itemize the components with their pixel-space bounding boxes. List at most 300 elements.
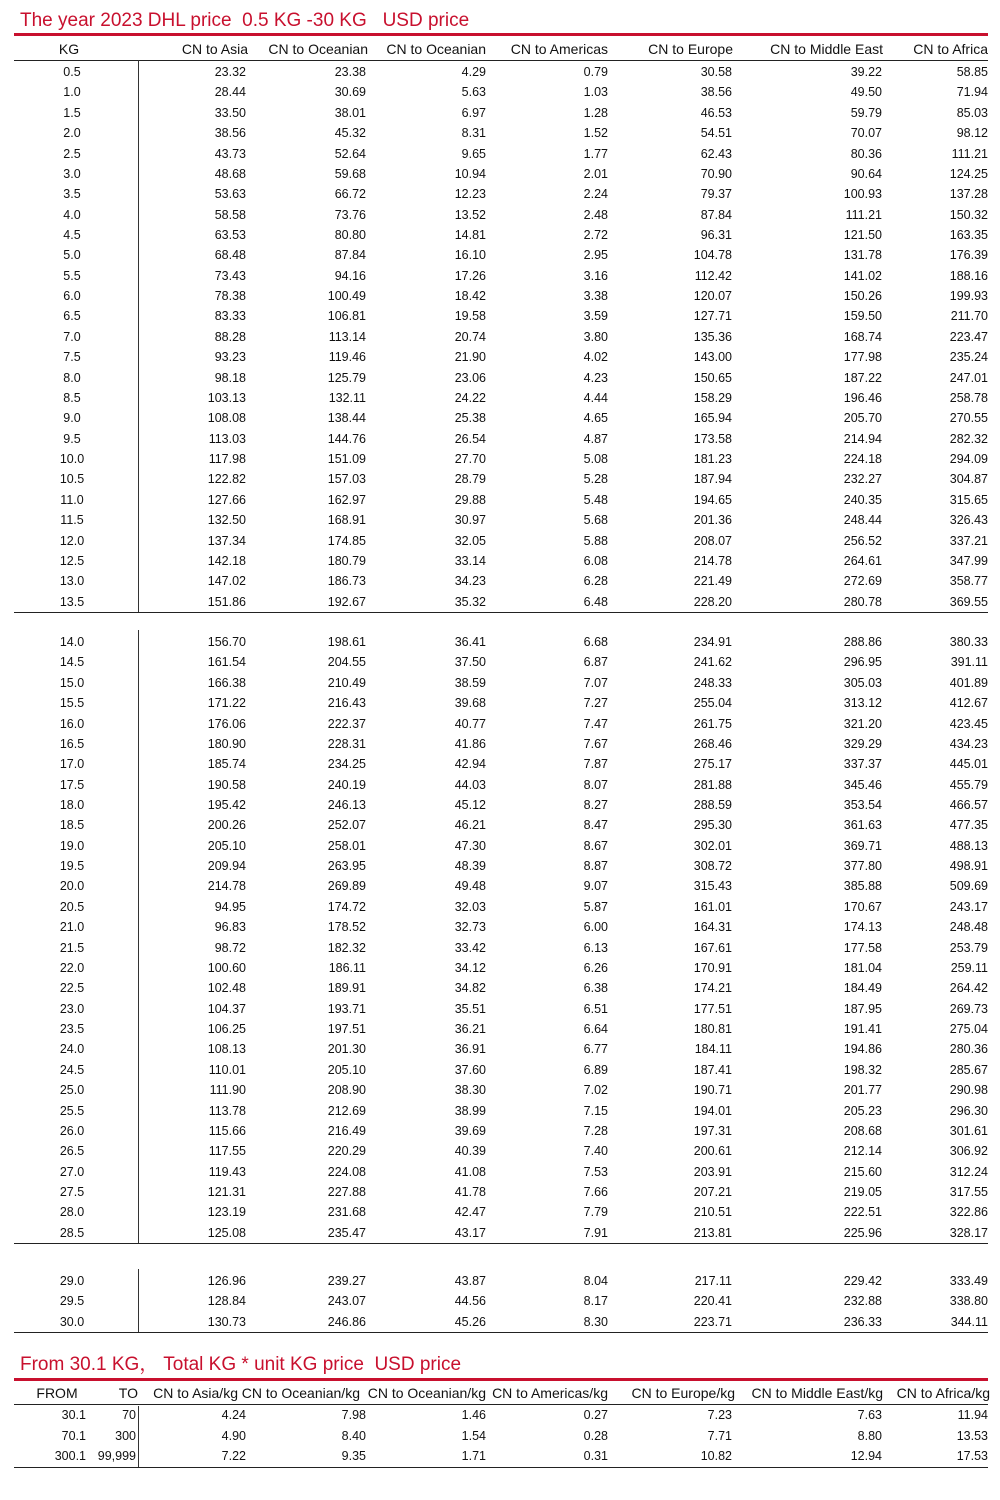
price-cell: 246.13 xyxy=(327,798,366,812)
price-cell: 231.68 xyxy=(327,1205,366,1220)
weight-cell: 18.5 xyxy=(59,818,85,833)
table2-title: From 30.1 KG， Total KG * unit KG price USD price xyxy=(20,1354,462,1375)
price-cell: 177.98 xyxy=(843,350,882,365)
price-cell: 7.79 xyxy=(583,1205,608,1220)
price-cell: 4.65 xyxy=(583,411,608,426)
price-cell: 353.54 xyxy=(843,798,882,812)
price-cell: 150.65 xyxy=(693,370,732,385)
price-cell: 144.76 xyxy=(327,431,366,446)
price-cell: 302.01 xyxy=(693,838,732,853)
price-cell: 73.76 xyxy=(334,207,366,222)
weight-cell: 19.5 xyxy=(59,859,85,874)
price-cell: 3.59 xyxy=(583,309,608,324)
price-cell: 391.11 xyxy=(950,655,988,670)
price-cell: 234.25 xyxy=(327,757,366,772)
weight-cell: 29.5 xyxy=(59,1294,85,1309)
price-cell: 161.01 xyxy=(693,899,732,914)
price-cell: 221.49 xyxy=(693,574,732,589)
price-cell: 252.07 xyxy=(327,818,366,833)
price-cell: 248.48 xyxy=(949,920,988,935)
price-cell: 8.07 xyxy=(583,777,608,792)
price-cell: 30.69 xyxy=(334,85,366,100)
price-cell: 196.46 xyxy=(843,390,882,405)
price-cell: 194.86 xyxy=(843,1042,882,1057)
price-cell: 30.97 xyxy=(454,513,486,528)
price-cell: 296.95 xyxy=(843,655,882,670)
price-cell: 150.32 xyxy=(949,207,988,222)
price-cell: 1.52 xyxy=(583,126,608,141)
price-cell: 111.90 xyxy=(209,1083,246,1098)
price-cell: 194.01 xyxy=(693,1103,732,1118)
unit-price-cell: 1.46 xyxy=(461,1408,486,1422)
price-cell: 255.04 xyxy=(693,696,732,711)
price-cell: 87.84 xyxy=(334,248,366,263)
unit-price-cell: 7.23 xyxy=(707,1408,732,1422)
table2-title-rule xyxy=(14,1378,988,1381)
price-cell: 208.07 xyxy=(693,533,732,548)
unit-price-cell: 9.35 xyxy=(341,1449,366,1463)
price-cell: 412.67 xyxy=(949,696,988,711)
weight-cell: 4.5 xyxy=(63,228,81,242)
price-cell: 4.44 xyxy=(583,390,608,405)
price-cell: 100.93 xyxy=(843,187,882,202)
price-cell: 194.65 xyxy=(693,492,732,507)
price-cell: 131.78 xyxy=(843,248,882,263)
price-cell: 174.85 xyxy=(327,533,366,548)
price-cell: 8.67 xyxy=(583,838,608,853)
price-cell: 37.60 xyxy=(454,1062,486,1077)
price-cell: 8.30 xyxy=(583,1314,608,1329)
price-cell: 5.28 xyxy=(583,472,608,487)
price-cell: 14.81 xyxy=(454,228,486,242)
weight-cell: 28.5 xyxy=(59,1225,85,1240)
price-cell: 6.38 xyxy=(583,981,608,996)
price-cell: 39.69 xyxy=(454,1123,486,1138)
price-cell: 212.69 xyxy=(327,1103,366,1118)
price-cell: 42.94 xyxy=(454,757,486,772)
weight-cell: 19.0 xyxy=(59,838,85,853)
price-cell: 2.24 xyxy=(583,187,608,202)
price-cell: 117.98 xyxy=(208,452,246,466)
table1-header: CN to Oceanian xyxy=(386,41,486,57)
price-cell: 180.81 xyxy=(693,1022,732,1036)
price-cell: 12.23 xyxy=(454,187,486,202)
price-cell: 248.44 xyxy=(843,513,882,528)
weight-cell: 27.5 xyxy=(59,1185,85,1199)
table2-header: CN to Americas/kg xyxy=(492,1385,608,1401)
price-cell: 43.87 xyxy=(454,1274,486,1288)
price-cell: 27.70 xyxy=(454,452,486,466)
price-cell: 33.14 xyxy=(454,553,486,568)
price-cell: 9.07 xyxy=(583,879,608,894)
table1-header: CN to Africa xyxy=(913,41,988,57)
price-cell: 28.44 xyxy=(214,85,246,100)
price-cell: 222.37 xyxy=(327,716,366,731)
price-cell: 7.07 xyxy=(583,675,608,690)
price-cell: 49.48 xyxy=(454,879,486,894)
price-cell: 210.51 xyxy=(693,1205,732,1220)
price-cell: 5.08 xyxy=(583,452,608,466)
price-cell: 201.77 xyxy=(843,1083,882,1098)
price-cell: 295.30 xyxy=(693,818,732,833)
weight-cell: 26.0 xyxy=(59,1123,85,1138)
unit-price-cell: 0.28 xyxy=(583,1428,608,1443)
price-cell: 288.86 xyxy=(843,635,882,649)
price-cell: 137.28 xyxy=(949,187,988,202)
price-cell: 7.40 xyxy=(583,1144,608,1159)
price-cell: 38.56 xyxy=(700,85,732,100)
price-cell: 208.90 xyxy=(327,1083,366,1098)
table2-header: CN to Oceanian/kg xyxy=(367,1385,486,1401)
price-cell: 329.29 xyxy=(843,736,882,751)
price-cell: 205.10 xyxy=(327,1062,366,1077)
range-cell: 70.1 xyxy=(61,1428,86,1443)
range-cell: 30.1 xyxy=(61,1408,86,1422)
price-cell: 280.36 xyxy=(949,1042,988,1057)
table1-header: CN to Oceanian xyxy=(268,41,368,57)
price-cell: 44.56 xyxy=(454,1294,486,1309)
weight-cell: 17.0 xyxy=(59,757,85,772)
price-cell: 207.21 xyxy=(693,1185,732,1199)
price-cell: 315.65 xyxy=(949,492,988,507)
price-cell: 369.71 xyxy=(843,838,882,853)
weight-cell: 16.5 xyxy=(59,736,85,751)
price-cell: 126.96 xyxy=(207,1274,246,1288)
price-cell: 212.14 xyxy=(843,1144,882,1159)
weight-cell: 29.0 xyxy=(59,1274,85,1288)
price-cell: 477.35 xyxy=(949,818,988,833)
price-cell: 58.58 xyxy=(214,207,246,222)
weight-cell: 4.0 xyxy=(63,207,81,222)
price-cell: 167.61 xyxy=(693,940,732,955)
price-cell: 48.39 xyxy=(454,859,486,874)
price-cell: 151.09 xyxy=(327,452,366,466)
price-cell: 337.37 xyxy=(843,757,882,772)
price-cell: 193.71 xyxy=(327,1001,366,1016)
price-cell: 173.58 xyxy=(693,431,732,446)
price-cell: 385.88 xyxy=(843,879,882,894)
price-cell: 198.32 xyxy=(843,1062,882,1077)
price-cell: 171.22 xyxy=(207,696,246,711)
price-cell: 37.50 xyxy=(454,655,486,670)
unit-price-cell: 7.98 xyxy=(341,1408,366,1422)
weight-cell: 2.0 xyxy=(63,126,81,141)
price-cell: 168.74 xyxy=(843,329,882,344)
price-cell: 187.95 xyxy=(843,1001,882,1016)
price-cell: 38.56 xyxy=(214,126,246,141)
price-cell: 111.21 xyxy=(845,207,882,222)
price-cell: 6.77 xyxy=(583,1042,608,1057)
price-cell: 103.13 xyxy=(207,390,246,405)
price-cell: 4.29 xyxy=(461,65,486,79)
price-cell: 235.24 xyxy=(949,350,988,365)
table1-header: CN to Asia xyxy=(181,41,248,57)
price-cell: 90.64 xyxy=(850,166,882,181)
price-cell: 321.20 xyxy=(843,716,882,731)
price-cell: 197.31 xyxy=(693,1123,732,1138)
price-cell: 247.01 xyxy=(949,370,988,385)
price-cell: 5.63 xyxy=(461,85,486,100)
price-cell: 214.94 xyxy=(843,431,882,446)
price-cell: 35.51 xyxy=(454,1001,486,1016)
price-cell: 53.63 xyxy=(214,187,246,202)
weight-cell: 20.5 xyxy=(59,899,85,914)
price-cell: 7.28 xyxy=(583,1123,608,1138)
price-cell: 17.26 xyxy=(454,268,486,283)
price-cell: 170.91 xyxy=(693,960,732,975)
weight-cell: 5.0 xyxy=(63,248,81,263)
weight-cell: 11.5 xyxy=(60,513,84,528)
price-cell: 159.50 xyxy=(843,309,882,324)
price-cell: 47.30 xyxy=(454,838,486,853)
price-cell: 347.99 xyxy=(949,553,988,568)
price-cell: 5.88 xyxy=(583,533,608,548)
price-cell: 181.23 xyxy=(693,452,732,466)
price-cell: 6.28 xyxy=(583,574,608,589)
price-cell: 224.08 xyxy=(327,1164,366,1179)
price-cell: 180.79 xyxy=(327,553,366,568)
price-cell: 150.26 xyxy=(843,289,882,304)
unit-price-cell: 17.53 xyxy=(956,1449,988,1463)
weight-cell: 23.0 xyxy=(59,1001,85,1016)
table1-section-rule xyxy=(14,612,988,613)
price-cell: 7.53 xyxy=(583,1164,608,1179)
price-cell: 199.93 xyxy=(949,289,988,304)
table1-section-rule xyxy=(14,1243,988,1244)
price-cell: 32.05 xyxy=(454,533,486,548)
weight-cell: 20.0 xyxy=(59,879,85,894)
price-cell: 248.33 xyxy=(693,675,732,690)
price-cell: 288.59 xyxy=(693,798,732,812)
price-cell: 401.89 xyxy=(949,675,988,690)
weight-cell: 11.0 xyxy=(60,492,84,507)
price-cell: 6.00 xyxy=(583,920,608,935)
price-cell: 322.86 xyxy=(949,1205,988,1220)
price-cell: 93.23 xyxy=(214,350,246,365)
price-cell: 214.78 xyxy=(693,553,732,568)
column-divider xyxy=(138,60,139,612)
price-cell: 7.67 xyxy=(583,736,608,751)
price-cell: 108.13 xyxy=(207,1042,246,1057)
price-cell: 24.22 xyxy=(454,390,486,405)
price-cell: 124.25 xyxy=(949,166,988,181)
weight-cell: 13.5 xyxy=(59,594,85,609)
price-cell: 377.80 xyxy=(843,859,882,874)
table2-header: CN to Europe/kg xyxy=(631,1385,735,1401)
price-cell: 234.91 xyxy=(693,635,732,649)
weight-cell: 9.5 xyxy=(63,431,81,446)
price-cell: 186.11 xyxy=(328,960,366,975)
price-cell: 213.81 xyxy=(693,1225,732,1240)
price-cell: 201.36 xyxy=(693,513,732,528)
weight-cell: 30.0 xyxy=(59,1314,85,1329)
price-cell: 201.30 xyxy=(327,1042,366,1057)
price-cell: 6.87 xyxy=(583,655,608,670)
price-cell: 282.32 xyxy=(949,431,988,446)
price-cell: 135.36 xyxy=(693,329,732,344)
table2-header: CN to Asia/kg xyxy=(153,1385,238,1401)
price-cell: 315.43 xyxy=(693,879,732,894)
price-cell: 192.67 xyxy=(327,594,366,609)
price-cell: 190.58 xyxy=(207,777,246,792)
price-cell: 312.24 xyxy=(949,1164,988,1179)
weight-cell: 27.0 xyxy=(59,1164,85,1179)
price-cell: 106.25 xyxy=(207,1022,246,1036)
price-cell: 3.80 xyxy=(583,329,608,344)
price-cell: 198.61 xyxy=(327,635,366,649)
price-cell: 102.48 xyxy=(207,981,246,996)
column-divider xyxy=(138,1406,139,1468)
price-cell: 222.51 xyxy=(843,1205,882,1220)
weight-cell: 1.5 xyxy=(63,105,81,120)
price-cell: 216.43 xyxy=(327,696,366,711)
price-cell: 87.84 xyxy=(700,207,732,222)
price-cell: 239.27 xyxy=(327,1274,366,1288)
weight-cell: 16.0 xyxy=(59,716,85,731)
price-cell: 41.08 xyxy=(454,1164,486,1179)
price-cell: 138.44 xyxy=(327,411,366,426)
unit-price-cell: 0.27 xyxy=(583,1408,608,1422)
price-cell: 68.48 xyxy=(214,248,246,263)
price-cell: 8.47 xyxy=(583,818,608,833)
price-cell: 108.08 xyxy=(207,411,246,426)
price-cell: 241.62 xyxy=(693,655,732,670)
weight-cell: 6.0 xyxy=(63,289,81,304)
price-cell: 142.18 xyxy=(207,553,246,568)
price-cell: 8.04 xyxy=(583,1274,608,1288)
price-cell: 165.94 xyxy=(693,411,732,426)
price-cell: 290.98 xyxy=(949,1083,988,1098)
weight-cell: 26.5 xyxy=(59,1144,85,1159)
weight-cell: 10.0 xyxy=(59,452,85,466)
price-cell: 28.79 xyxy=(454,472,486,487)
price-cell: 52.64 xyxy=(334,146,366,161)
price-cell: 80.36 xyxy=(850,146,882,161)
price-cell: 151.86 xyxy=(207,594,246,609)
price-cell: 41.86 xyxy=(454,736,486,751)
price-cell: 259.11 xyxy=(950,960,988,975)
price-cell: 210.49 xyxy=(327,675,366,690)
price-cell: 38.99 xyxy=(454,1103,486,1118)
price-cell: 195.42 xyxy=(207,798,246,812)
price-cell: 157.03 xyxy=(327,472,366,487)
price-cell: 191.41 xyxy=(843,1022,882,1036)
weight-cell: 0.5 xyxy=(63,65,81,79)
price-cell: 36.21 xyxy=(454,1022,486,1036)
price-cell: 132.11 xyxy=(328,390,366,405)
price-cell: 217.11 xyxy=(694,1274,732,1288)
column-divider xyxy=(138,1269,139,1332)
table2-header: CN to Middle East/kg xyxy=(751,1385,883,1401)
price-cell: 59.79 xyxy=(850,105,882,120)
price-cell: 258.01 xyxy=(327,838,366,853)
price-cell: 243.17 xyxy=(949,899,988,914)
price-cell: 161.54 xyxy=(207,655,246,670)
price-cell: 6.51 xyxy=(583,1001,608,1016)
price-cell: 59.68 xyxy=(334,166,366,181)
price-cell: 200.61 xyxy=(693,1144,732,1159)
price-cell: 4.23 xyxy=(583,370,608,385)
price-cell: 8.31 xyxy=(461,126,486,141)
price-cell: 498.91 xyxy=(949,859,988,874)
table2-header: CN to Oceanian/kg xyxy=(241,1385,360,1401)
price-cell: 71.94 xyxy=(956,85,988,100)
weight-cell: 12.5 xyxy=(59,553,85,568)
price-cell: 20.74 xyxy=(454,329,486,344)
table1-header: KG xyxy=(58,41,80,57)
table1-section-rule xyxy=(14,1332,988,1333)
price-cell: 236.33 xyxy=(843,1314,882,1329)
price-cell: 7.15 xyxy=(583,1103,608,1118)
price-cell: 42.47 xyxy=(454,1205,486,1220)
price-cell: 434.23 xyxy=(949,736,988,751)
price-cell: 164.31 xyxy=(693,920,732,935)
price-cell: 121.50 xyxy=(843,228,882,242)
price-cell: 100.60 xyxy=(207,960,246,975)
price-cell: 119.46 xyxy=(328,350,366,365)
price-cell: 204.55 xyxy=(327,655,366,670)
price-cell: 127.71 xyxy=(693,309,732,324)
weight-cell: 25.5 xyxy=(59,1103,85,1118)
weight-cell: 17.5 xyxy=(59,777,85,792)
price-cell: 304.87 xyxy=(949,472,988,487)
price-cell: 6.68 xyxy=(583,635,608,649)
table1-header: CN to Europe xyxy=(648,41,733,57)
price-cell: 228.20 xyxy=(693,594,732,609)
price-cell: 208.68 xyxy=(843,1123,882,1138)
price-cell: 156.70 xyxy=(207,635,246,649)
price-cell: 5.48 xyxy=(583,492,608,507)
weight-cell: 7.5 xyxy=(63,350,81,365)
price-cell: 113.78 xyxy=(208,1103,246,1118)
price-cell: 445.01 xyxy=(949,757,988,772)
table2-header: TO xyxy=(118,1385,138,1401)
weight-cell: 6.5 xyxy=(63,309,81,324)
price-cell: 345.46 xyxy=(843,777,882,792)
price-cell: 285.67 xyxy=(949,1062,988,1077)
price-cell: 189.91 xyxy=(327,981,366,996)
price-cell: 7.02 xyxy=(583,1083,608,1098)
price-cell: 187.41 xyxy=(693,1062,732,1077)
weight-cell: 14.5 xyxy=(59,655,85,670)
price-cell: 188.16 xyxy=(949,268,988,283)
price-cell: 117.55 xyxy=(208,1144,246,1159)
unit-price-cell: 11.94 xyxy=(957,1408,988,1422)
price-cell: 106.81 xyxy=(327,309,366,324)
price-cell: 361.63 xyxy=(843,818,882,833)
price-cell: 232.27 xyxy=(843,472,882,487)
price-cell: 40.39 xyxy=(454,1144,486,1159)
unit-price-cell: 8.80 xyxy=(857,1428,882,1443)
price-cell: 8.87 xyxy=(583,859,608,874)
price-cell: 306.92 xyxy=(949,1144,988,1159)
price-cell: 190.71 xyxy=(693,1083,732,1098)
price-cell: 70.90 xyxy=(700,166,732,181)
price-cell: 4.02 xyxy=(583,350,608,365)
price-cell: 46.53 xyxy=(700,105,732,120)
price-cell: 7.91 xyxy=(583,1225,608,1240)
price-cell: 79.37 xyxy=(700,187,732,202)
price-cell: 281.88 xyxy=(693,777,732,792)
price-cell: 54.51 xyxy=(700,126,732,141)
price-cell: 88.28 xyxy=(214,329,246,344)
price-cell: 58.85 xyxy=(956,65,988,79)
price-cell: 1.28 xyxy=(583,105,608,120)
price-cell: 224.18 xyxy=(843,452,882,466)
price-cell: 246.86 xyxy=(327,1314,366,1329)
price-cell: 466.57 xyxy=(949,798,988,812)
price-cell: 112.42 xyxy=(694,268,732,283)
